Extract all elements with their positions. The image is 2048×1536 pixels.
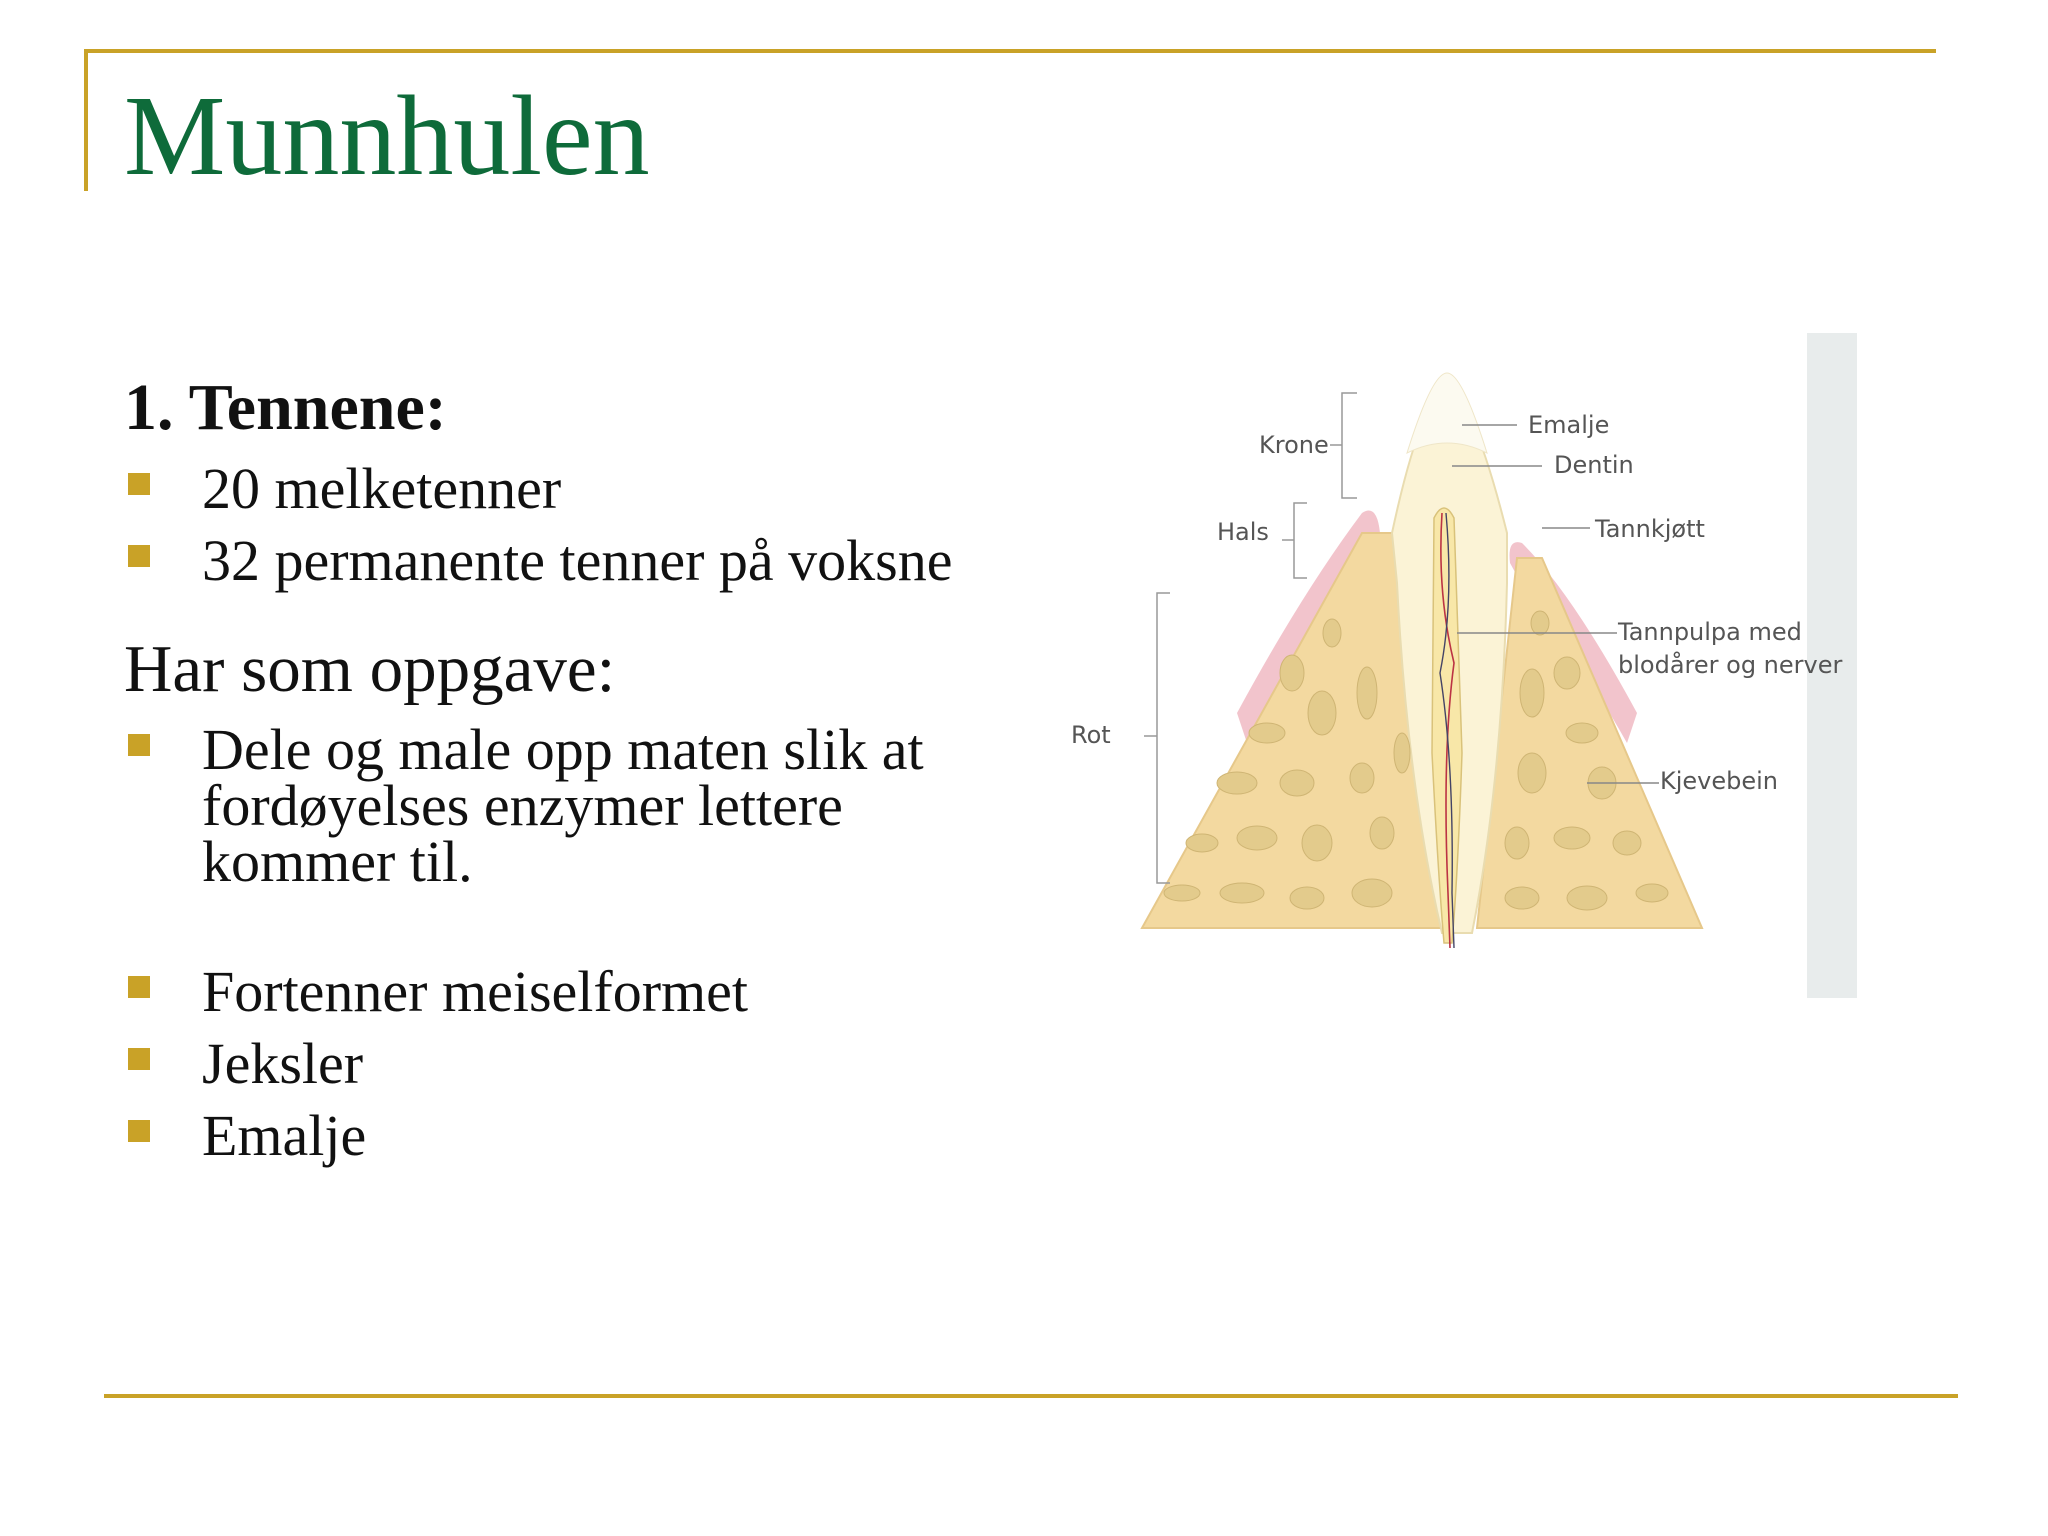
tooth-diagram: [1062, 333, 1857, 998]
bullet-square-icon: [128, 545, 150, 567]
list-item: Jeksler: [124, 1036, 1024, 1092]
label-emalje: Emalje: [1528, 411, 1610, 439]
list-item: 32 permanente tenner på voksne: [124, 533, 1024, 589]
list-item: 20 melketenner: [124, 461, 1024, 517]
label-tannpulpa-line1: Tannpulpa med: [1618, 618, 1802, 646]
label-tannpulpa-line2: blodårer og nerver: [1618, 651, 1843, 679]
label-tannkjott: Tannkjøtt: [1595, 515, 1705, 543]
list-item: Emalje: [124, 1108, 1024, 1164]
bullet-square-icon: [128, 473, 150, 495]
slide-title: Munnhulen: [124, 72, 650, 199]
bottom-rule: [104, 1394, 1958, 1398]
label-hals: Hals: [1217, 518, 1269, 546]
bullet-square-icon: [128, 976, 150, 998]
label-dentin: Dentin: [1554, 451, 1634, 479]
label-kjevebein: Kjevebein: [1660, 767, 1779, 795]
top-rule: [84, 49, 1936, 53]
section-heading-oppgave: Har som oppgave:: [124, 631, 616, 706]
tooth-enamel: [1407, 373, 1487, 453]
list-item: Fortenner meiselformet: [124, 964, 1024, 1020]
left-rule: [84, 49, 88, 191]
label-rot: Rot: [1071, 721, 1111, 749]
section-heading-tennene: 1. Tennene:: [124, 371, 447, 444]
jawbone-right: [1477, 558, 1702, 928]
list-item: Dele og male opp maten slik at fordøyelses enzymer lettere kommer til.: [124, 722, 1024, 890]
bullet-square-icon: [128, 1048, 150, 1070]
tooth-types-list: [124, 959, 1024, 1169]
slide-content: [124, 371, 1024, 1169]
bullet-square-icon: [128, 1120, 150, 1142]
label-krone: Krone: [1259, 431, 1329, 459]
oppgave-list: [124, 717, 1024, 895]
bullet-square-icon: [128, 734, 150, 756]
tennene-list: [124, 455, 1024, 593]
